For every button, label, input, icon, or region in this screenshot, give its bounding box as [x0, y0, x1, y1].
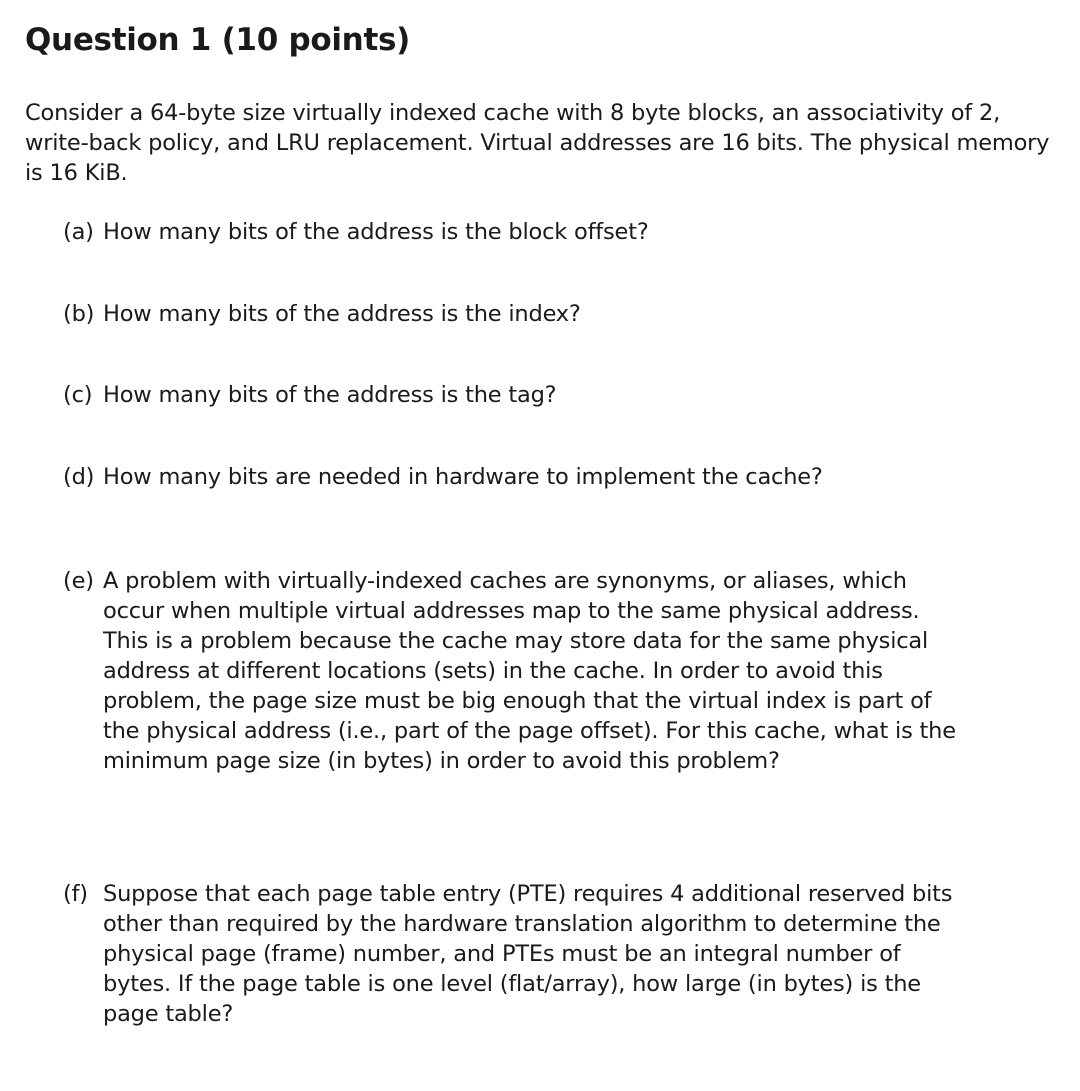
part-b-label: (b) [63, 301, 95, 327]
part-e-text: A problem with virtually-indexed caches are synonyms, or aliases, which occur when multiple virtual addresses map to the same physical address. This is a problem because the cache may store data for the same physical address at different locations (sets) in the cache. In order to avoid this problem, the page size must be big enough that the virtual index is part of the physical address (i.e., part of the page offset). For this cache, what is the minimum page size (in bytes) in order to avoid this problem? [103, 568, 956, 774]
question-part-a [63, 217, 1063, 247]
part-f-label: (f) [63, 881, 88, 907]
part-a-label: (a) [63, 219, 94, 245]
question-title: Question 1 (10 points) [25, 22, 410, 58]
part-d-text: How many bits are needed in hardware to implement the cache? [103, 464, 823, 490]
question-part-c [63, 380, 1063, 410]
question-part-d [63, 462, 1063, 492]
question-intro: Consider a 64-byte size virtually indexed cache with 8 byte blocks, an associativity of 2, write-back policy, and LRU replacement. Virtual addresses are 16 bits. The physical memory is 16 KiB. [25, 100, 1050, 186]
question-part-b [63, 299, 1063, 329]
question-part-f [63, 879, 1063, 1029]
part-a-text: How many bits of the address is the block offset? [103, 219, 649, 245]
part-c-text: How many bits of the address is the tag? [103, 382, 557, 408]
part-d-label: (d) [63, 464, 95, 490]
question-part-e [63, 566, 1063, 776]
part-b-text: How many bits of the address is the index? [103, 301, 581, 327]
part-f-text: Suppose that each page table entry (PTE) requires 4 additional reserved bits other than required by the hardware translation algorithm to determine the physical page (frame) number, and PTEs must be an integral number of bytes. If the page table is one level (flat/array), how large (in bytes) is the page table? [103, 881, 953, 1027]
part-c-label: (c) [63, 382, 93, 408]
part-e-label: (e) [63, 568, 94, 594]
